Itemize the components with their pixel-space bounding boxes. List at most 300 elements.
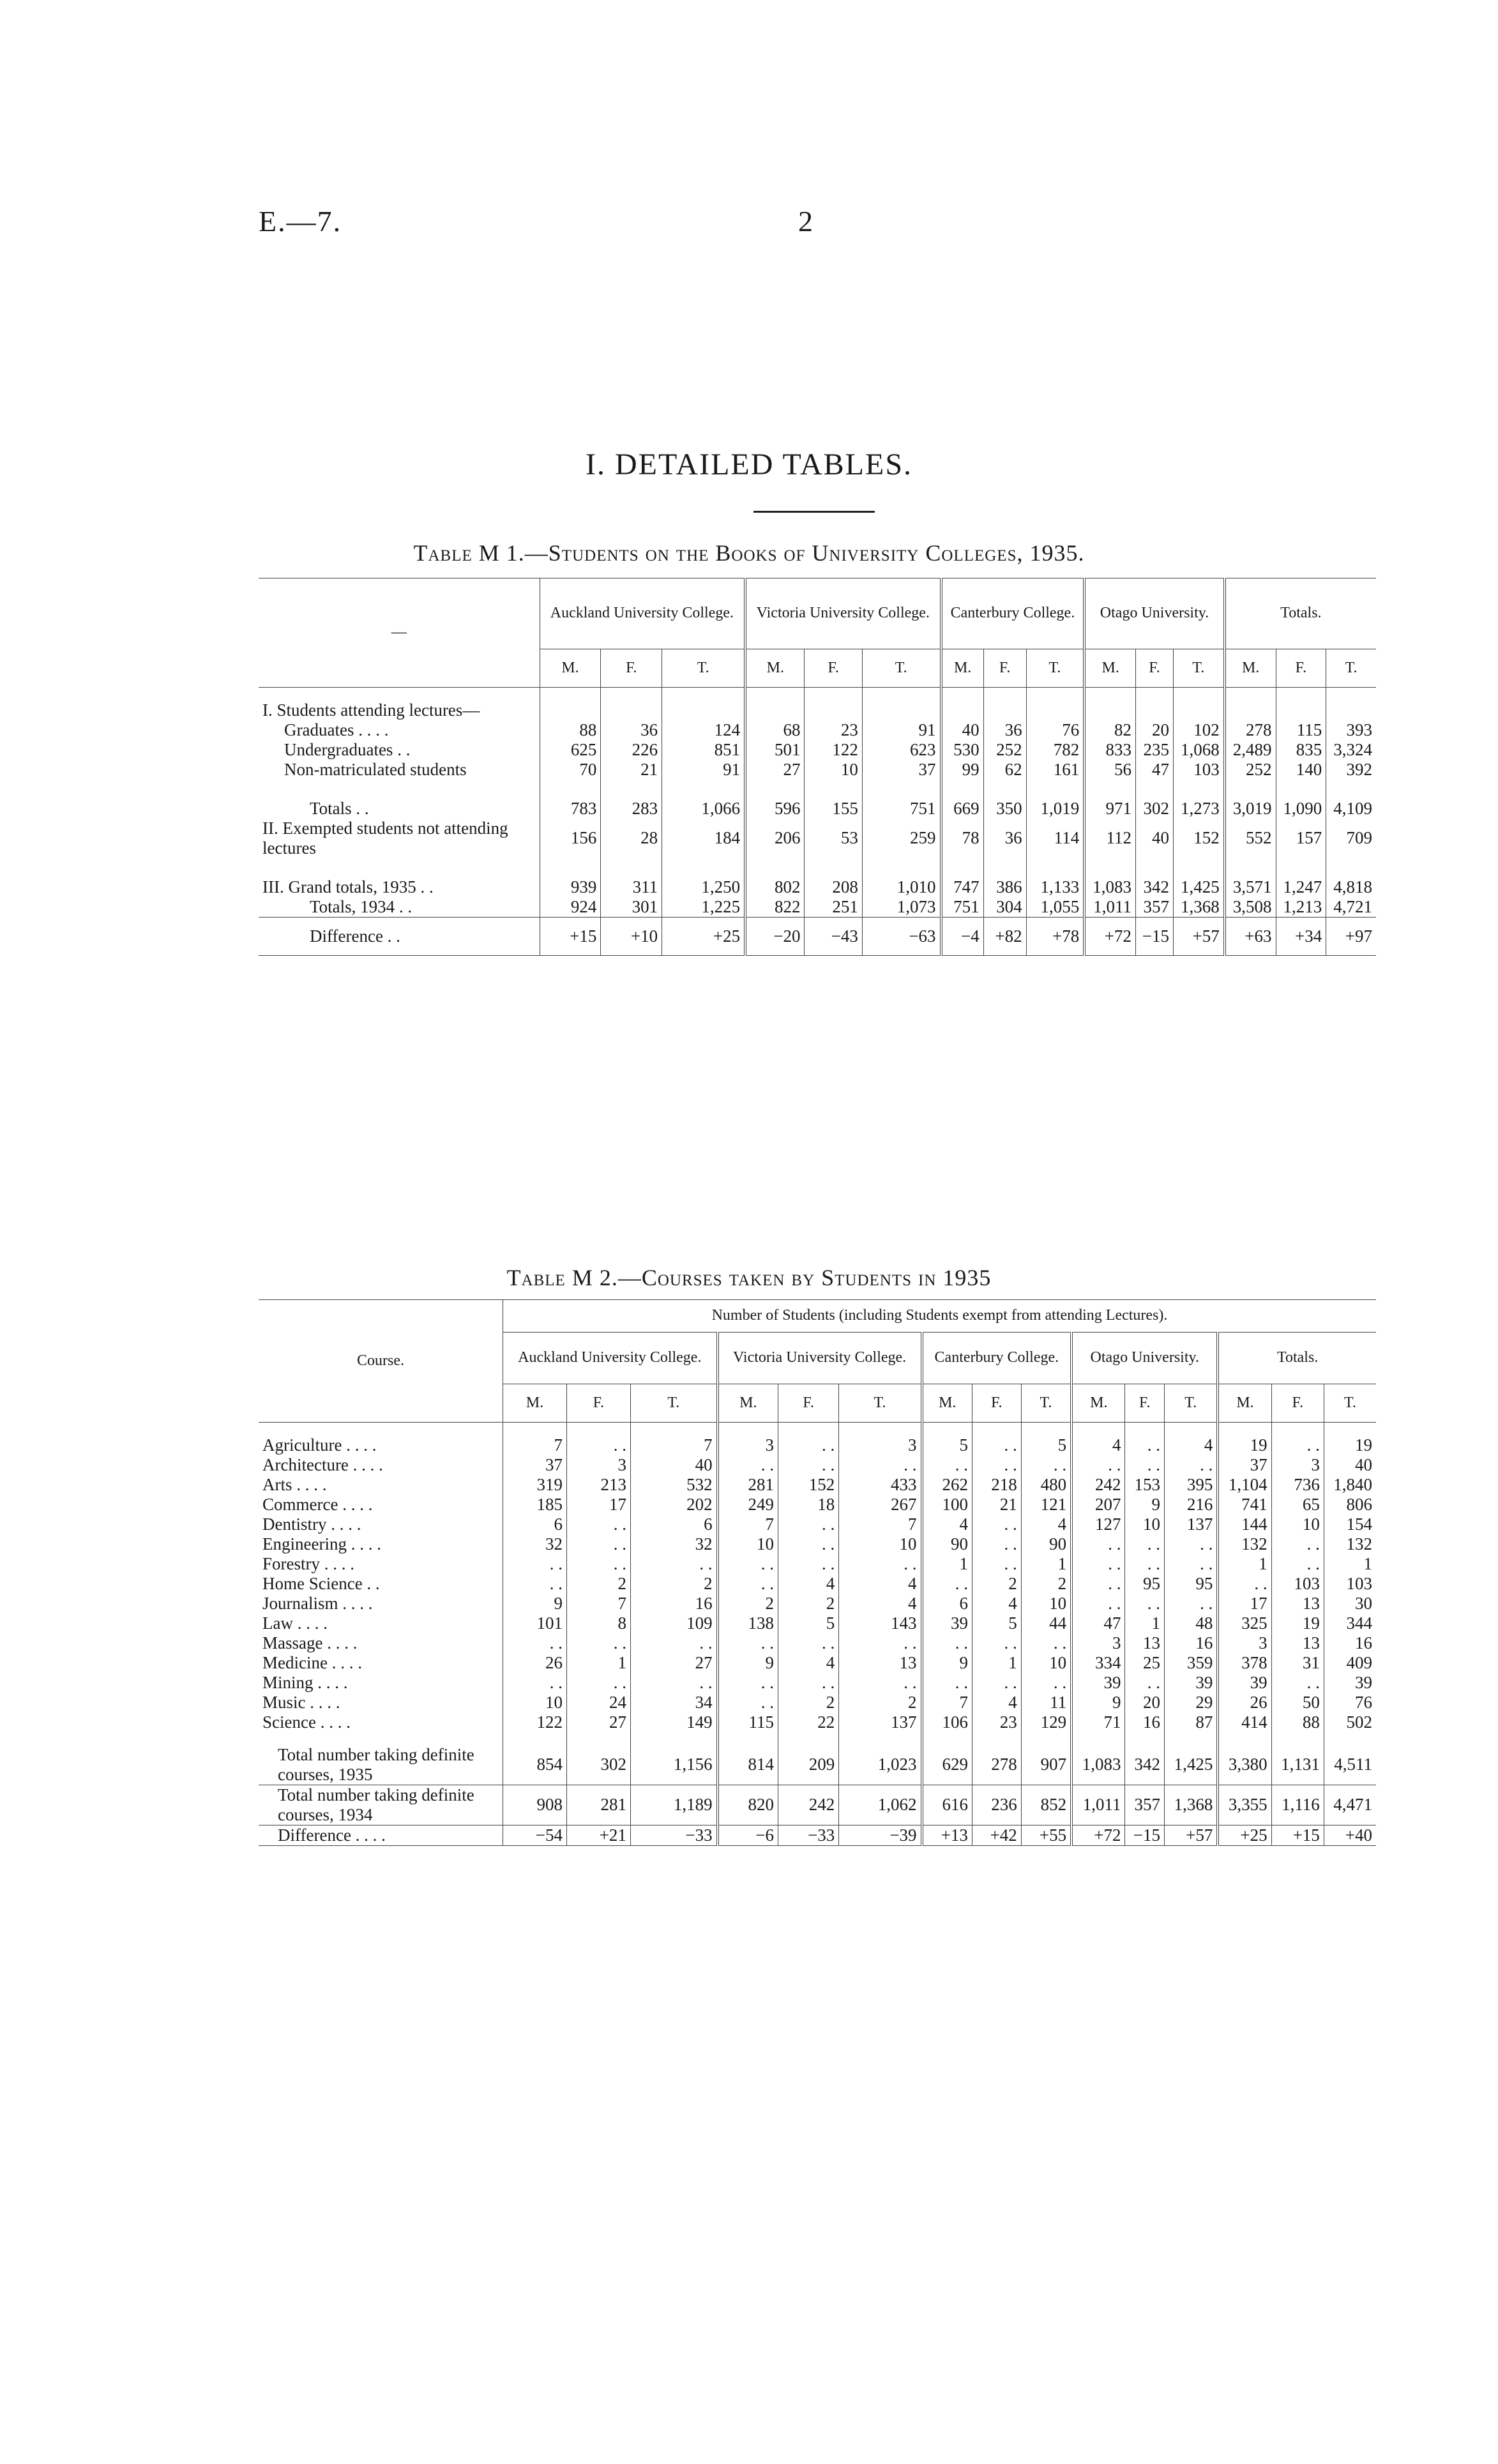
cell-value: 32 (503, 1534, 567, 1554)
cell-value: . . (972, 1515, 1021, 1534)
cell-value: 392 (1326, 760, 1376, 780)
cell-value: 10 (839, 1534, 922, 1554)
cell-value: 1,840 (1324, 1475, 1376, 1495)
cell-value: 820 (718, 1785, 778, 1825)
cell-value: 28 (601, 819, 662, 858)
cell-value: 17 (566, 1495, 630, 1515)
cell-value: 802 (745, 877, 805, 897)
cell-value: 1,090 (1276, 799, 1326, 819)
cell-value: . . (566, 1435, 630, 1455)
cell-value: 6 (503, 1515, 567, 1534)
cell-value: 1,055 (1026, 897, 1084, 918)
cell-value: 1 (972, 1653, 1021, 1673)
cell-value: 4,818 (1326, 877, 1376, 897)
cell-value: 325 (1218, 1614, 1271, 1633)
sub-header: F. (805, 649, 862, 688)
row-label: Difference . . (310, 926, 400, 946)
cell-value: 91 (662, 760, 745, 780)
cell-value: . . (718, 1574, 778, 1594)
cell-value: 95 (1165, 1574, 1218, 1594)
cell-value: 311 (601, 877, 662, 897)
row-label: Totals, 1934 . . (310, 896, 412, 916)
cell-value: −33 (630, 1825, 717, 1845)
sub-header: T. (839, 1384, 922, 1423)
cell-value: 226 (601, 740, 662, 760)
cell-value: 782 (1026, 740, 1084, 760)
cell-value: 91 (862, 720, 941, 740)
cell-value: 835 (1276, 740, 1326, 760)
cell-value: −4 (941, 917, 984, 955)
sub-header: T. (1165, 1384, 1218, 1423)
sub-header: M. (1225, 649, 1276, 688)
cell-value: 37 (503, 1455, 567, 1475)
cell-value: 154 (1324, 1515, 1376, 1534)
cell-value: 1 (1324, 1554, 1376, 1574)
cell-value: 3 (839, 1435, 922, 1455)
cell-value: . . (503, 1673, 567, 1693)
cell-value: 20 (1136, 720, 1174, 740)
cell-value: 907 (1021, 1745, 1071, 1785)
table-row (259, 897, 1376, 918)
course-header: Course. (357, 1352, 404, 1369)
cell-value: 88 (540, 720, 601, 740)
cell-value: . . (566, 1633, 630, 1653)
cell-value: 100 (922, 1495, 972, 1515)
cell-value: 4 (972, 1693, 1021, 1712)
cell-value: 1,068 (1173, 740, 1224, 760)
cell-value: 783 (540, 799, 601, 819)
cell-value: . . (972, 1455, 1021, 1475)
cell-value: 7 (839, 1515, 922, 1534)
cell-value: 202 (630, 1495, 717, 1515)
section-row (259, 700, 1376, 720)
cell-value: 39 (1218, 1673, 1271, 1693)
cell-value: 342 (1125, 1745, 1165, 1785)
group-header: Totals. (1225, 578, 1376, 649)
cell-value: 1,250 (662, 877, 745, 897)
cell-value: 1,273 (1173, 799, 1224, 819)
cell-value: +40 (1324, 1825, 1376, 1845)
table-row (259, 1614, 1376, 1633)
row-label: Law . . . . (262, 1613, 328, 1633)
cell-value: 1,062 (839, 1785, 922, 1825)
cell-value: 822 (745, 897, 805, 918)
cell-value: 302 (566, 1745, 630, 1785)
cell-value: 87 (1165, 1712, 1218, 1732)
cell-value: 13 (1271, 1633, 1324, 1653)
cell-value: +10 (601, 917, 662, 955)
cell-value: 19 (1324, 1435, 1376, 1455)
cell-value: 1,104 (1218, 1475, 1271, 1495)
cell-value: 129 (1021, 1712, 1071, 1732)
cell-value: 278 (972, 1745, 1021, 1785)
cell-value: 76 (1026, 720, 1084, 740)
cell-value: . . (922, 1673, 972, 1693)
table-row (259, 917, 1376, 955)
table-row (259, 819, 1376, 858)
cell-value: 480 (1021, 1475, 1071, 1495)
row-label: III. Grand totals, 1935 . . (262, 877, 434, 896)
cell-value: 1 (566, 1653, 630, 1673)
cell-value: . . (839, 1455, 922, 1475)
cell-value: 1 (1125, 1614, 1165, 1633)
cell-value: . . (718, 1633, 778, 1653)
cell-value: 814 (718, 1745, 778, 1785)
cell-value: +55 (1021, 1825, 1071, 1845)
cell-value: . . (778, 1534, 839, 1554)
cell-value: 530 (941, 740, 984, 760)
cell-value: . . (778, 1455, 839, 1475)
sub-header: F. (972, 1384, 1021, 1423)
row-label: Totals . . (310, 798, 369, 818)
cell-value: . . (503, 1574, 567, 1594)
cell-value: . . (1165, 1534, 1218, 1554)
table-row (259, 1594, 1376, 1614)
row-label: Home Science . . (262, 1573, 380, 1593)
cell-value: 852 (1021, 1785, 1071, 1825)
row-label: Architecture . . . . (262, 1455, 383, 1474)
cell-value: 3,019 (1225, 799, 1276, 819)
sub-header: T. (1173, 649, 1224, 688)
cell-value: . . (1125, 1435, 1165, 1455)
cell-value: 10 (718, 1534, 778, 1554)
cell-value: 47 (1071, 1614, 1125, 1633)
cell-value: 414 (1218, 1712, 1271, 1732)
cell-value: . . (566, 1515, 630, 1534)
cell-value: 302 (1136, 799, 1174, 819)
cell-value: 26 (503, 1653, 567, 1673)
cell-value: 1 (1218, 1554, 1271, 1574)
cell-value: . . (1271, 1435, 1324, 1455)
sub-header: M. (540, 649, 601, 688)
cell-value: 971 (1084, 799, 1135, 819)
row-label: Dentistry . . . . (262, 1514, 361, 1534)
cell-value: 218 (972, 1475, 1021, 1495)
cell-value: 22 (778, 1712, 839, 1732)
sub-header: M. (503, 1384, 567, 1423)
cell-value: 3 (566, 1455, 630, 1475)
cell-value: . . (972, 1673, 1021, 1693)
cell-value: 854 (503, 1745, 567, 1785)
cell-value: 5 (1021, 1435, 1071, 1455)
cell-value: 21 (601, 760, 662, 780)
cell-value: −20 (745, 917, 805, 955)
row-label: II. Exempted students not attending lectures (262, 818, 508, 858)
cell-value: 102 (1173, 720, 1224, 740)
cell-value: 29 (1165, 1693, 1218, 1712)
group-header: Auckland University College. (540, 578, 745, 649)
table-row (259, 720, 1376, 740)
cell-value: 378 (1218, 1653, 1271, 1673)
cell-value: 4 (1165, 1435, 1218, 1455)
cell-value: 4 (778, 1574, 839, 1594)
cell-value: 122 (503, 1712, 567, 1732)
table-row (259, 877, 1376, 897)
cell-value: 3,508 (1225, 897, 1276, 918)
cell-value: 908 (503, 1785, 567, 1825)
cell-value: 99 (941, 760, 984, 780)
sub-header: M. (1218, 1384, 1271, 1423)
cell-value: 4,511 (1324, 1745, 1376, 1785)
cell-value: 283 (601, 799, 662, 819)
cell-value: 4,721 (1326, 897, 1376, 918)
cell-value: 18 (778, 1495, 839, 1515)
cell-value: 40 (1324, 1455, 1376, 1475)
cell-value: . . (1071, 1574, 1125, 1594)
cell-value: 3,355 (1218, 1785, 1271, 1825)
cell-value: 357 (1125, 1785, 1165, 1825)
cell-value: 184 (662, 819, 745, 858)
cell-value: 344 (1324, 1614, 1376, 1633)
cell-value: 2 (630, 1574, 717, 1594)
cell-value: . . (778, 1673, 839, 1693)
cell-value: +25 (1218, 1825, 1271, 1845)
cell-value: 4 (922, 1515, 972, 1534)
row-label: Graduates . . . . (284, 720, 389, 739)
row-label: Mining . . . . (262, 1672, 348, 1692)
spacer-row (259, 780, 1376, 799)
cell-value: 137 (1165, 1515, 1218, 1534)
cell-value: 751 (862, 799, 941, 819)
spacer-row (259, 858, 1376, 877)
cell-value: 10 (1271, 1515, 1324, 1534)
cell-value: 21 (972, 1495, 1021, 1515)
cell-value: 10 (1021, 1594, 1071, 1614)
cell-value: . . (1021, 1673, 1071, 1693)
sub-header: F. (601, 649, 662, 688)
cell-value: 252 (983, 740, 1026, 760)
cell-value: 6 (922, 1594, 972, 1614)
cell-value: +57 (1173, 917, 1224, 955)
cell-value: 2,489 (1225, 740, 1276, 760)
table1-caption: Table M 1.—Students on the Books of University Colleges, 1935. (413, 540, 1085, 566)
cell-value: . . (1271, 1554, 1324, 1574)
cell-value: 19 (1271, 1614, 1324, 1633)
cell-value: . . (1165, 1594, 1218, 1614)
cell-value: 56 (1084, 760, 1135, 780)
row-label: Total number taking definite courses, 1935 (278, 1744, 474, 1784)
cell-value: 3,324 (1326, 740, 1376, 760)
cell-value: 2 (972, 1574, 1021, 1594)
cell-value: 3 (718, 1435, 778, 1455)
cell-value: 357 (1136, 897, 1174, 918)
cell-value: 1,368 (1165, 1785, 1218, 1825)
cell-value: +97 (1326, 917, 1376, 955)
group-header: Otago University. (1084, 578, 1224, 649)
cell-value: 10 (1125, 1515, 1165, 1534)
cell-value: 140 (1276, 760, 1326, 780)
cell-value: 7 (503, 1435, 567, 1455)
cell-value: 251 (805, 897, 862, 918)
cell-value: 36 (601, 720, 662, 740)
cell-value: 90 (1021, 1534, 1071, 1554)
cell-value: 1,189 (630, 1785, 717, 1825)
cell-value: 1 (1021, 1554, 1071, 1574)
cell-value: 5 (922, 1435, 972, 1455)
cell-value: . . (630, 1673, 717, 1693)
cell-value: 2 (778, 1693, 839, 1712)
cell-value: 68 (745, 720, 805, 740)
cell-value: . . (972, 1554, 1021, 1574)
cell-value: 88 (1271, 1712, 1324, 1732)
table-row (259, 760, 1376, 780)
cell-value: . . (566, 1554, 630, 1574)
cell-value: 249 (718, 1495, 778, 1515)
cell-value: 5 (972, 1614, 1021, 1633)
cell-value: 11 (1021, 1693, 1071, 1712)
cell-value: 751 (941, 897, 984, 918)
cell-value: . . (839, 1554, 922, 1574)
cell-value: 235 (1136, 740, 1174, 760)
group-header: Canterbury College. (941, 578, 1085, 649)
cell-value: −15 (1125, 1825, 1165, 1845)
sub-header: F. (983, 649, 1026, 688)
sub-header: M. (922, 1384, 972, 1423)
cell-value: 37 (1218, 1455, 1271, 1475)
row-label: Engineering . . . . (262, 1534, 381, 1553)
cell-value: 924 (540, 897, 601, 918)
section-title: I. DETAILED TABLES. (585, 448, 913, 481)
cell-value: 137 (839, 1712, 922, 1732)
cell-value: 2 (1021, 1574, 1071, 1594)
cell-value: 10 (1021, 1653, 1071, 1673)
row-label: Music . . . . (262, 1692, 340, 1712)
cell-value: 40 (941, 720, 984, 740)
cell-value: −54 (503, 1825, 567, 1845)
cell-value: 319 (503, 1475, 567, 1495)
spacer-row (259, 688, 1376, 700)
table-courses-taken (259, 1299, 1376, 1846)
cell-value: . . (778, 1633, 839, 1653)
cell-value: 304 (983, 897, 1026, 918)
cell-value: 8 (566, 1614, 630, 1633)
cell-value: . . (839, 1673, 922, 1693)
cell-value: 153 (1125, 1475, 1165, 1495)
cell-value: 7 (630, 1435, 717, 1455)
cell-value: 259 (862, 819, 941, 858)
cell-value: 1,131 (1271, 1745, 1324, 1785)
cell-value: 39 (1324, 1673, 1376, 1693)
group-header: Totals. (1218, 1333, 1376, 1384)
cell-value: 1,425 (1173, 877, 1224, 897)
cell-value: 132 (1218, 1534, 1271, 1554)
cell-value: . . (566, 1534, 630, 1554)
group-header: Victoria University College. (718, 1333, 922, 1384)
sub-header: M. (718, 1384, 778, 1423)
cell-value: 152 (1173, 819, 1224, 858)
cell-value: . . (972, 1633, 1021, 1653)
cell-value: . . (1125, 1554, 1165, 1574)
cell-value: +72 (1084, 917, 1135, 955)
row-label: Forestry . . . . (262, 1553, 354, 1573)
title-rule (753, 511, 875, 513)
cell-value: 502 (1324, 1712, 1376, 1732)
cell-value: +63 (1225, 917, 1276, 955)
cell-value: 208 (805, 877, 862, 897)
cell-value: 109 (630, 1614, 717, 1633)
cell-value: 1,116 (1271, 1785, 1324, 1825)
cell-value: 112 (1084, 819, 1135, 858)
cell-value: 10 (503, 1693, 567, 1712)
sub-header: T. (1324, 1384, 1376, 1423)
cell-value: . . (839, 1633, 922, 1653)
cell-value: 301 (601, 897, 662, 918)
cell-value: +15 (540, 917, 601, 955)
cell-value: +34 (1276, 917, 1326, 955)
cell-value: 34 (630, 1693, 717, 1712)
cell-value: 121 (1021, 1495, 1071, 1515)
cell-value: 106 (922, 1712, 972, 1732)
table-row (259, 1693, 1376, 1712)
cell-value: 1,213 (1276, 897, 1326, 918)
table-row (259, 1495, 1376, 1515)
cell-value: 39 (1165, 1673, 1218, 1693)
cell-value: −39 (839, 1825, 922, 1845)
cell-value: +57 (1165, 1825, 1218, 1845)
cell-value: 36 (983, 819, 1026, 858)
group-header: Auckland University College. (503, 1333, 718, 1384)
table-row (259, 1673, 1376, 1693)
cell-value: 152 (778, 1475, 839, 1495)
row-label: Commerce . . . . (262, 1494, 373, 1514)
cell-value: 95 (1125, 1574, 1165, 1594)
cell-value: 851 (662, 740, 745, 760)
cell-value: 709 (1326, 819, 1376, 858)
row-label: Difference . . . . (278, 1825, 386, 1845)
cell-value: 1,083 (1084, 877, 1135, 897)
cell-value: 334 (1071, 1653, 1125, 1673)
cell-value: 1,225 (662, 897, 745, 918)
cell-value: 9 (718, 1653, 778, 1673)
cell-value: 27 (745, 760, 805, 780)
table-row (259, 1534, 1376, 1554)
cell-value: 144 (1218, 1515, 1271, 1534)
cell-value: 236 (972, 1785, 1021, 1825)
cell-value: 629 (922, 1745, 972, 1785)
cell-value: 1,019 (1026, 799, 1084, 819)
cell-value: 71 (1071, 1712, 1125, 1732)
cell-value: 13 (839, 1653, 922, 1673)
cell-value: 625 (540, 740, 601, 760)
cell-value: 2 (566, 1574, 630, 1594)
cell-value: . . (630, 1554, 717, 1574)
cell-value: 3,380 (1218, 1745, 1271, 1785)
cell-value: 1 (922, 1554, 972, 1574)
cell-value: 23 (972, 1712, 1021, 1732)
cell-value: 1,133 (1026, 877, 1084, 897)
cell-value: 3 (1271, 1455, 1324, 1475)
row-label: Science . . . . (262, 1712, 351, 1732)
cell-value: 50 (1271, 1693, 1324, 1712)
cell-value: 359 (1165, 1653, 1218, 1673)
cell-value: 5 (778, 1614, 839, 1633)
cell-value: 127 (1071, 1515, 1125, 1534)
cell-value: 115 (718, 1712, 778, 1732)
cell-value: −43 (805, 917, 862, 955)
cell-value: 2 (718, 1594, 778, 1614)
cell-value: 1,011 (1084, 897, 1135, 918)
cell-value: 10 (805, 760, 862, 780)
cell-value: 26 (1218, 1693, 1271, 1712)
cell-value: 209 (778, 1745, 839, 1785)
spacer-row (259, 1423, 1376, 1435)
group-header: Otago University. (1071, 1333, 1218, 1384)
cell-value: . . (503, 1554, 567, 1574)
cell-value: 9 (1125, 1495, 1165, 1515)
row-label: Arts . . . . (262, 1474, 327, 1494)
cell-value: −63 (862, 917, 941, 955)
sub-header: F. (1276, 649, 1326, 688)
